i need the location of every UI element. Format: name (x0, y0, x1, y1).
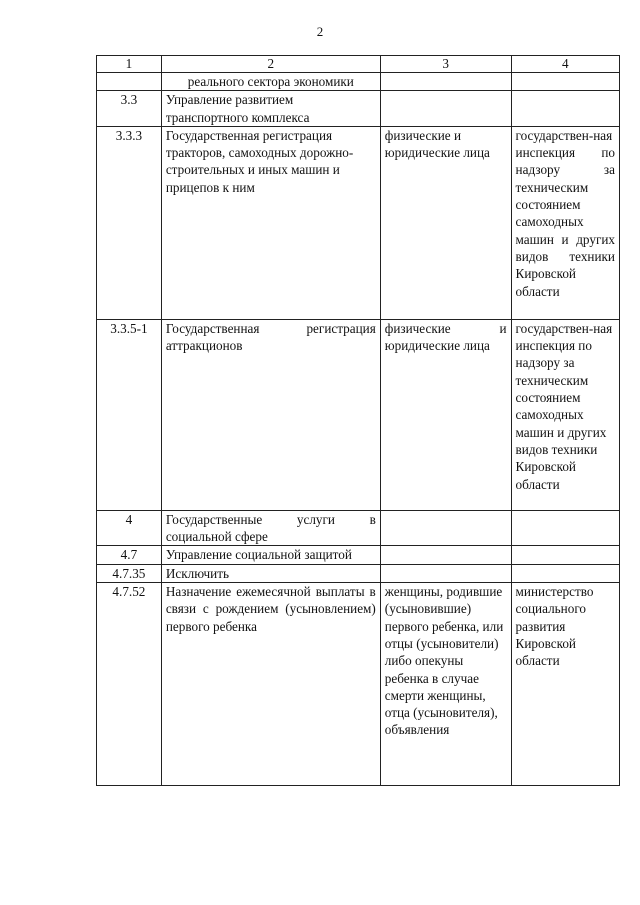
authority (511, 564, 619, 582)
authority (511, 546, 619, 564)
recipients (380, 91, 511, 127)
row-number: 3.3.5-1 (97, 319, 162, 510)
table-row (97, 564, 620, 582)
service-name: Управление развитием транспортного комплекса (161, 91, 380, 127)
service-name: Исключить (161, 564, 380, 582)
authority: министерство социального развития Кировской области (511, 583, 619, 786)
row-number: 3.3.3 (97, 126, 162, 319)
recipients: физические и юридические лица (380, 126, 511, 319)
services-table (96, 55, 620, 786)
recipients (380, 73, 511, 91)
row-number: 4.7.35 (97, 564, 162, 582)
table-row (97, 319, 620, 510)
table-row (97, 510, 620, 546)
table-row (97, 126, 620, 319)
recipients (380, 546, 511, 564)
row-number: 4 (97, 510, 162, 546)
row-number: 4.7 (97, 546, 162, 564)
table-row (97, 583, 620, 786)
service-name: реального сектора экономики (161, 73, 380, 91)
row-number: 4.7.52 (97, 583, 162, 786)
authority (511, 510, 619, 546)
recipients: физические и юридические лица (380, 319, 511, 510)
table-row (97, 546, 620, 564)
column-header-4: 4 (511, 56, 619, 73)
table-row (97, 91, 620, 127)
row-number (97, 73, 162, 91)
recipients: женщины, родившие (усыновившие) первого ребенка, или отцы (усыновители) либо опекуны ребенка в случае смерти женщины, отца (усыновителя), объявления (380, 583, 511, 786)
service-name: Государственная регистрация аттракционов (161, 319, 380, 510)
table-header-row (97, 56, 620, 73)
row-number: 3.3 (97, 91, 162, 127)
authority: государствен-ная инспекция по надзору за техническим состоянием самоходных машин и других видов техники Кировской области (511, 319, 619, 510)
service-name: Назначение ежемесячной выплаты в связи с рождением (усыновлением) первого ребенка (161, 583, 380, 786)
column-header-2: 2 (161, 56, 380, 73)
table-row (97, 73, 620, 91)
service-name: Государственная регистрация тракторов, самоходных дорожно-строительных и иных машин и прицепов к ним (161, 126, 380, 319)
service-name: Государственные услуги в социальной сфере (161, 510, 380, 546)
authority: государствен-ная инспекция по надзору за техническим состоянием самоходных машин и других видов техники Кировской области (511, 126, 619, 319)
service-name: Управление социальной защитой (161, 546, 380, 564)
recipients (380, 564, 511, 582)
page-number: 2 (316, 24, 324, 39)
authority (511, 73, 619, 91)
authority (511, 91, 619, 127)
column-header-3: 3 (380, 56, 511, 73)
column-header-1: 1 (97, 56, 162, 73)
recipients (380, 510, 511, 546)
